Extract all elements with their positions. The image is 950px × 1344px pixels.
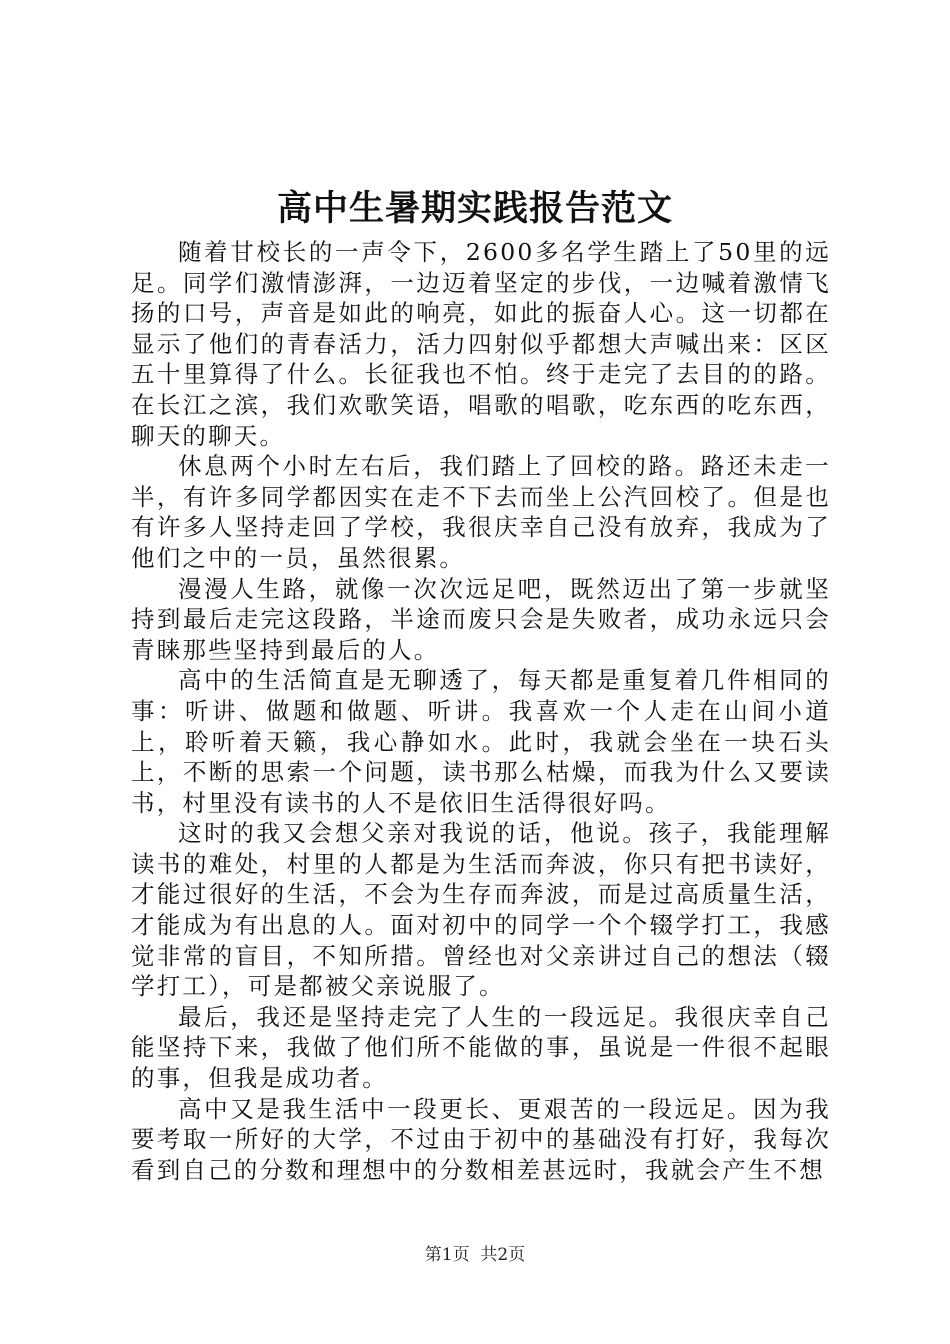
page-footer bbox=[0, 1243, 950, 1267]
page-number-label: 第1页 共2页 bbox=[424, 1245, 526, 1265]
document-body bbox=[131, 237, 831, 1185]
paragraph: 这时的我又会想父亲对我说的话，他说。孩子，我能理解读书的难处，村里的人都是为生活而奔波，你只有把书读好，才能过很好的生活，不会为生存而奔波，而是过高质量生活，才能成为有出息的人。面对初中的同学一个个辍学打工，我感觉非常的盲目，不知所措。曾经也对父亲讲过自己的想法（辍学打工），可是都被父亲说服了。 bbox=[131, 819, 831, 1001]
document-title: 高中生暑期实践报告范文 bbox=[276, 188, 673, 229]
paragraph: 随着甘校长的一声令下，2600多名学生踏上了50里的远足。同学们激情澎湃，一边迈着坚定的步伐，一边喊着激情飞扬的口号，声音是如此的响亮，如此的振奋人心。这一切都在显示了他们的青春活力，活力四射似乎都想大声喊出来：区区五十里算得了什么。长征我也不怕。终于走完了去目的的路。在长江之滨，我们欢歌笑语，唱歌的唱歌，吃东西的吃东西，聊天的聊天。 bbox=[131, 238, 831, 450]
paragraph: 最后，我还是坚持走完了人生的一段远足。我很庆幸自己能坚持下来，我做了他们所不能做的事，虽说是一件很不起眼的事，但我是成功者。 bbox=[131, 1002, 831, 1093]
paragraph: 漫漫人生路，就像一次次远足吧，既然迈出了第一步就坚持到最后走完这段路，半途而废只会是失败者，成功永远只会青睐那些坚持到最后的人。 bbox=[131, 574, 831, 664]
paragraph: 高中又是我生活中一段更长、更艰苦的一段远足。因为我要考取一所好的大学，不过由于初中的基础没有打好，我每次看到自己的分数和理想中的分数相差甚远时，我就会产生不想 bbox=[131, 1094, 831, 1184]
paragraph: 休息两个小时左右后，我们踏上了回校的路。路还未走一半，有许多同学都因实在走不下去而坐上公汽回校了。但是也有许多人坚持走回了学校，我很庆幸自己没有放弃，我成为了他们之中的一员，虽然很累。 bbox=[131, 452, 831, 572]
paragraph: 高中的生活简直是无聊透了，每天都是重复着几件相同的事：听讲、做题和做题、听讲。我喜欢一个人走在山间小道上，聆听着天籁，我心静如水。此时，我就会坐在一块石头上，不断的思索一个问题，读书那么枯燥，而我为什么又要读书，村里没有读书的人不是依旧生活得很好吗。 bbox=[131, 666, 831, 817]
